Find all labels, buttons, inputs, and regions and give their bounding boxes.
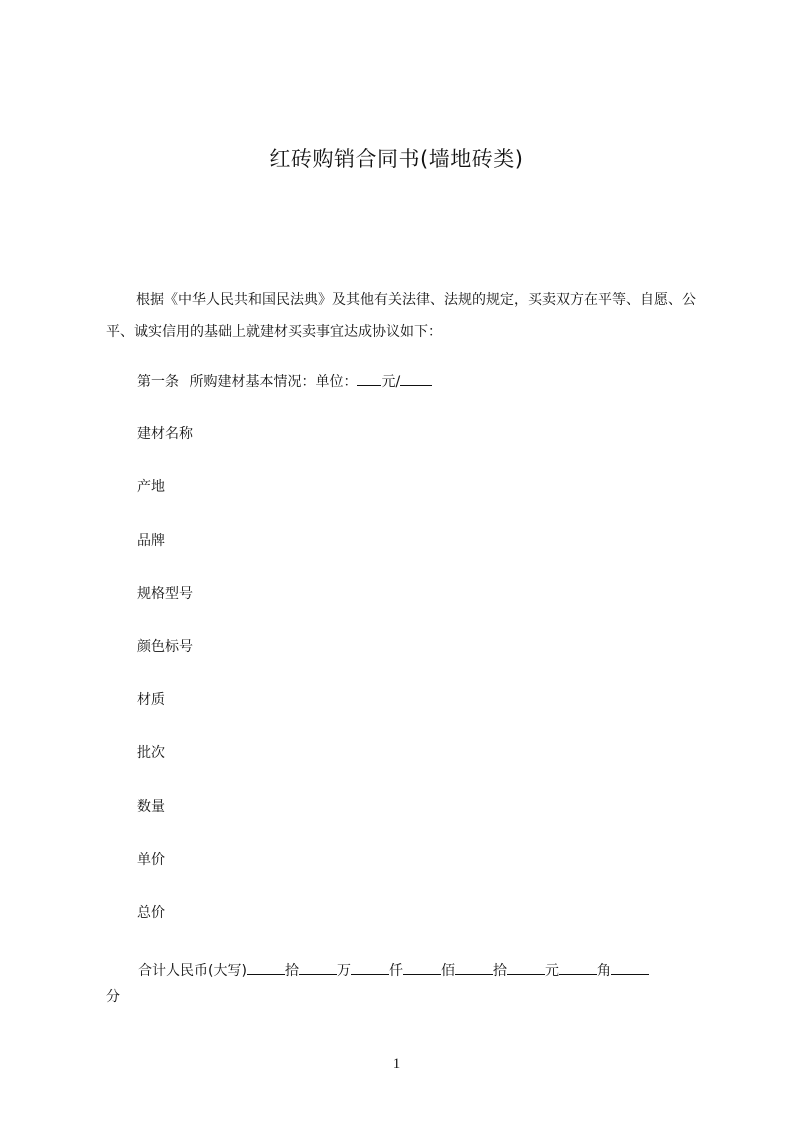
field-brand: 品牌 [137,533,165,549]
unit-blank-2 [400,371,432,386]
total-blank-3 [351,960,389,975]
total-blank-4 [403,960,441,975]
field-color-grade: 颜色标号 [137,639,193,655]
document-title: 红砖购销合同书(墙地砖类) [269,147,524,171]
total-unit-jiao: 角 [596,963,611,979]
total-blank-8 [611,960,649,975]
total-blank-6 [507,960,545,975]
total-prefix: 合计人民币(大写) [138,963,247,979]
total-unit-qian: 仟 [388,963,403,979]
field-material-quality: 材质 [137,692,165,708]
total-unit-shi-2: 拾 [492,963,507,979]
total-blank-2 [299,960,337,975]
intro-paragraph: 根据《中华人民共和国民法典》及其他有关法律、法规的规定，买卖双方在平等、自愿、公平、诚实信用的基础上就建材买卖事宜达成协议如下： [106,292,696,340]
total-unit-bai: 佰 [440,963,455,979]
field-total-price: 总价 [137,905,165,921]
total-blank-7 [559,960,597,975]
field-spec-model: 规格型号 [137,586,193,602]
total-amount-line [106,958,706,1010]
total-blank-5 [455,960,493,975]
article-1-label: 第一条 [137,374,179,390]
field-unit-price: 单价 [137,852,165,868]
article-1-heading-text: 所购建材基本情况：单位： [189,374,358,390]
field-origin: 产地 [137,479,165,495]
article-1-heading [137,371,432,391]
total-unit-fen: 分 [106,989,120,1005]
field-quantity: 数量 [137,799,165,815]
total-unit-yuan: 元 [544,963,559,979]
total-blank-1 [247,960,285,975]
unit-blank-1 [357,371,381,386]
page-number: 1 [392,1056,401,1072]
unit-yuan-text: 元/ [381,374,401,390]
total-unit-wan: 万 [336,963,351,979]
field-batch: 批次 [137,745,165,761]
total-unit-shi-1: 拾 [284,963,299,979]
field-material-name: 建材名称 [137,426,193,442]
